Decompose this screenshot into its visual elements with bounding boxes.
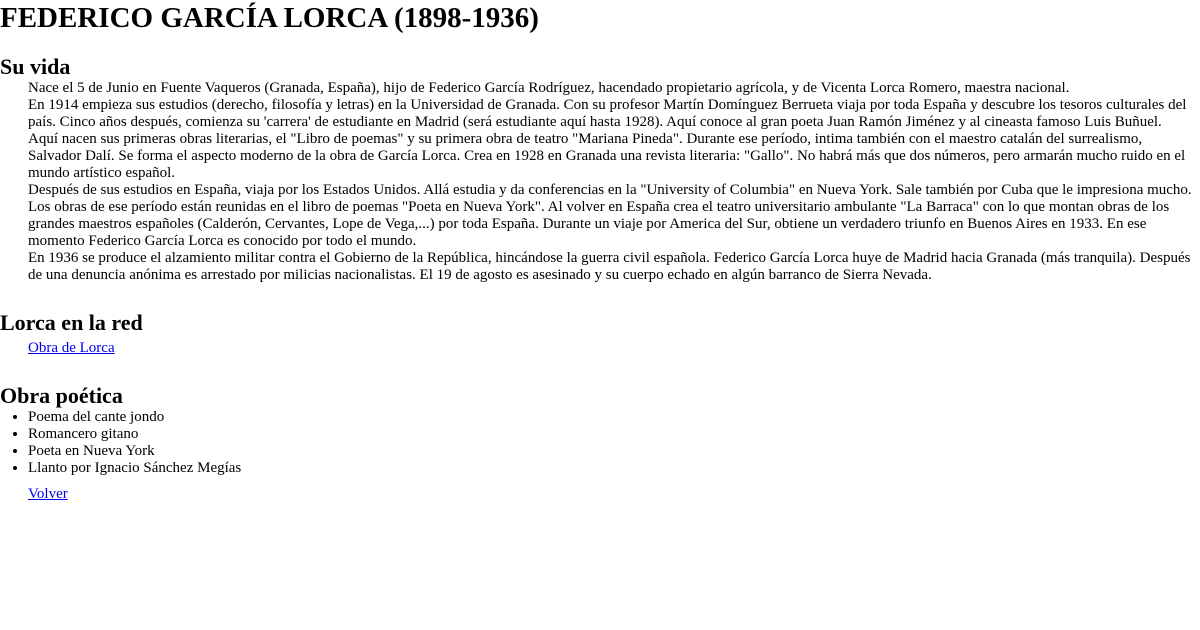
paragraph-birth: Nace el 5 de Junio en Fuente Vaqueros (Granada, España), hijo de Federico García Rodríguez, hacendado propietario agrícola, y de Vicenta Lorca Romero, maestra nacional. <box>28 80 1070 96</box>
paragraph-death: En 1936 se produce el alzamiento militar contra el Gobierno de la República, hincándose la guerra civil española. Federico García Lorca huye de Madrid hacia Granada (más tranquila). Después de una denuncia anónima es arrestado por milicias nacionalistas. El 19 de agosto es asesinado y su cuerpo echado en algún barranco de Sierra Nevada. <box>28 250 1191 283</box>
page-title: FEDERICO GARCÍA LORCA (1898-1936) <box>0 2 539 34</box>
list-item: • Llanto por Ignacio Sánchez Megías <box>28 460 1200 477</box>
list-item: • Poema del cante jondo <box>28 409 1200 426</box>
back-link-wrap <box>28 486 1192 503</box>
list-item: • Poeta en Nueva York <box>28 443 1200 460</box>
su-vida-body <box>28 80 1192 284</box>
paragraph-studies: En 1914 empieza sus estudios (derecho, filosofía y letras) en la Universidad de Granada. Con su profesor Martín Domínguez Berrueta viaja por toda España y descubre los tesoros culturales del país. Cinco años después, comienza su 'carrera' de estudiante en Madrid (será estudiante aquí hasta 1928). Aquí conoce al gran poeta Juan Ramón Jiménez y al cineasta famoso Luis Buñuel. Aquí nacen sus primeras obras literarias, el "Libro de poemas" y su primera obra de teatro "Mariana Pineda". Durante ese período, intima también con el maestro catalán del surrealismo, Salvador Dalí. Se forma el aspecto moderno de la obra de García Lorca. Crea en 1928 en Granada una revista literaria: "Gallo". No habrá más que dos números, pero armarán mucho ruido en el mundo artístico español. <box>28 97 1187 181</box>
volver-link[interactable]: Volver <box>28 486 68 502</box>
obra-poetica-list <box>0 409 1200 477</box>
obra-de-lorca-link[interactable]: Obra de Lorca <box>28 340 115 356</box>
paragraph-travels: Después de sus estudios en España, viaja por los Estados Unidos. Allá estudia y da conferencias en la "University of Columbia" en Nueva York. Sale también por Cuba que le impresiona mucho. Los obras de ese período están reunidas en el libro de poemas "Poeta en Nueva York". Al volver en España crea el teatro universitario ambulante "La Barraca" con lo que montan obras de los grandes maestros españoles (Calderón, Cervantes, Lope de Vega,...) por toda España. Durante un viaje por America del Sur, obtiene un verdadero triunfo en Buenos Aires en 1933. En ese momento Federico García Lorca es conocido por todo el mundo. <box>28 182 1192 249</box>
list-item: • Romancero gitano <box>28 426 1200 443</box>
heading-su-vida: Su vida <box>0 54 71 79</box>
heading-obra-poetica: Obra poética <box>0 383 123 408</box>
lorca-en-la-red-body <box>28 340 1192 357</box>
heading-lorca-en-la-red: Lorca en la red <box>0 310 143 335</box>
